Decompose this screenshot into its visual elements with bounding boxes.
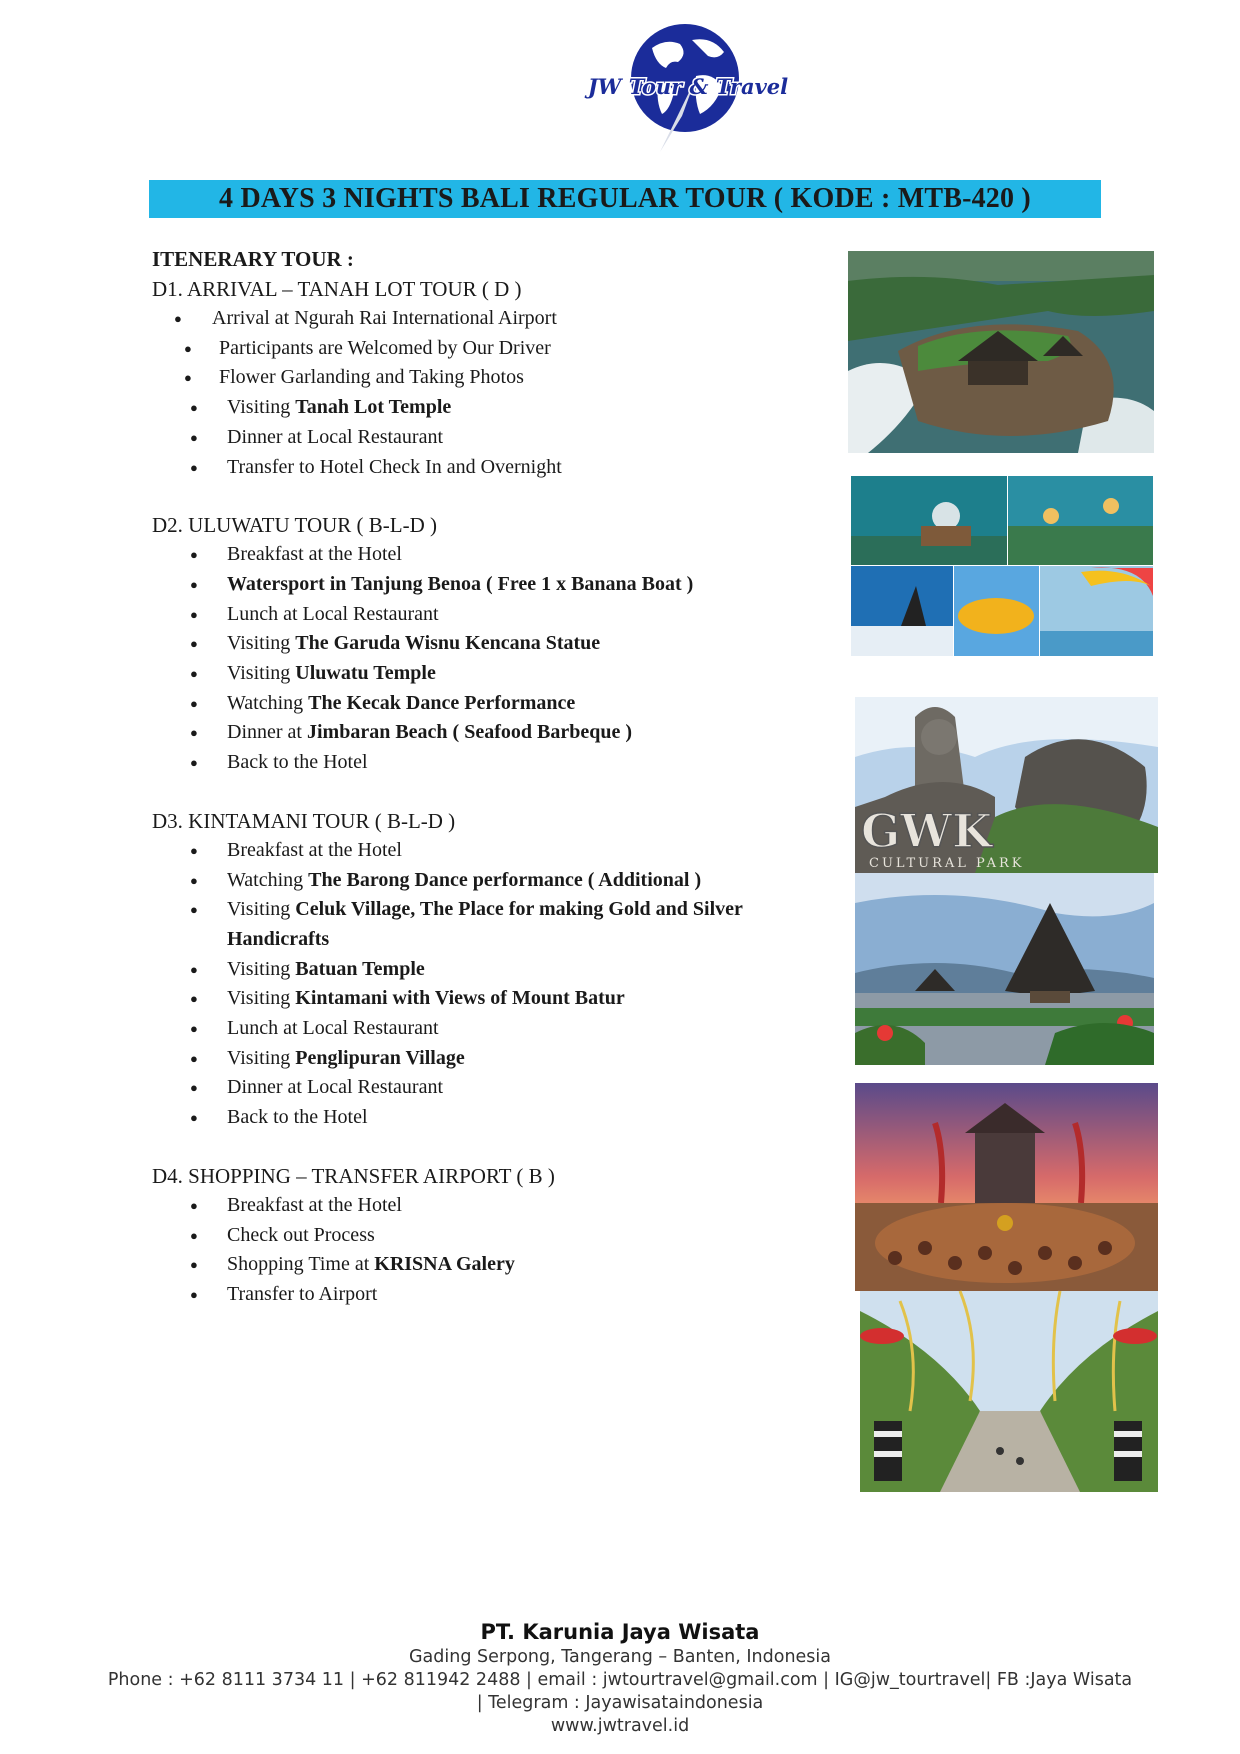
- activity-item: [152, 600, 832, 630]
- day-title: D2. ULUWATU TOUR ( B-L-D ): [152, 513, 438, 538]
- activity-item: [152, 1014, 832, 1044]
- tour-title: 4 DAYS 3 NIGHTS BALI REGULAR TOUR ( KODE : MTB-420 ): [219, 183, 1031, 214]
- itinerary-day: [152, 274, 832, 482]
- activity-text: Transfer to Hotel Check In and Overnight: [227, 455, 562, 478]
- activity-text: Dinner at: [227, 721, 307, 744]
- activity-text: Participants are Welcomed by Our Driver: [219, 336, 551, 359]
- activity-item: [152, 866, 832, 896]
- activity-text: Dinner at Local Restaurant: [227, 1076, 444, 1099]
- activity-item: [152, 1250, 832, 1280]
- activity-text: Visiting: [227, 662, 296, 685]
- activity-item: [152, 748, 832, 778]
- activity-text: Flower Garlanding and Taking Photos: [219, 366, 524, 389]
- itinerary-day: [152, 806, 832, 1133]
- photo-watersport: [851, 476, 1153, 656]
- photo-lake-temple: [855, 873, 1154, 1065]
- activity-highlight: Celuk Village, The Place for making Gold and Silver Handicrafts: [227, 898, 743, 950]
- gwk-logo-subtitle: CULTURAL PARK: [869, 856, 1025, 871]
- photo-penglipuran-village: [860, 1291, 1158, 1492]
- day-title: D3. KINTAMANI TOUR ( B-L-D ): [152, 808, 456, 833]
- activity-item: [152, 423, 832, 453]
- itinerary-day: [152, 1161, 832, 1310]
- activity-text: Visiting: [227, 1046, 296, 1069]
- company-telegram: | Telegram : Jayawisataindonesia: [476, 1693, 764, 1713]
- activity-highlight: The Barong Dance performance ( Additional ): [308, 868, 702, 891]
- activity-item: [152, 363, 832, 393]
- activity-text: Dinner at Local Restaurant: [227, 425, 444, 448]
- activity-item: [152, 1103, 832, 1133]
- itinerary-days: [152, 274, 832, 1310]
- activity-list: [152, 836, 832, 1133]
- company-name: PT. Karunia Jaya Wisata: [480, 1620, 760, 1644]
- activity-item: [152, 629, 832, 659]
- activity-item: [152, 1221, 832, 1251]
- gwk-logo-text: GWK: [861, 804, 992, 858]
- itinerary: [152, 244, 832, 1338]
- activity-text: Lunch at Local Restaurant: [227, 1017, 439, 1040]
- activity-list: [152, 304, 832, 482]
- logo-wordmark: JW Tour & Travel: [587, 74, 789, 99]
- activity-text: Back to the Hotel: [227, 751, 368, 774]
- activity-list: [152, 1191, 832, 1310]
- activity-text: Watching: [227, 868, 309, 891]
- activity-text: Check out Process: [227, 1223, 375, 1246]
- tour-title-banner: [149, 180, 1101, 218]
- activity-highlight: The Garuda Wisnu Kencana Statue: [295, 632, 601, 655]
- photo-gwk-statue: [855, 697, 1158, 873]
- activity-highlight: Batuan Temple: [295, 957, 425, 980]
- company-address: Gading Serpong, Tangerang – Banten, Indonesia: [409, 1647, 831, 1667]
- activity-text: Transfer to Airport: [227, 1282, 378, 1305]
- activity-text: Arrival at Ngurah Rai International Airport: [212, 307, 557, 329]
- activity-text: Breakfast at the Hotel: [227, 838, 402, 861]
- activity-text: Breakfast at the Hotel: [227, 543, 402, 566]
- activity-text: Breakfast at the Hotel: [227, 1193, 402, 1216]
- activity-item: [152, 895, 832, 954]
- activity-highlight: Tanah Lot Temple: [295, 396, 452, 419]
- activity-text: Visiting: [227, 632, 296, 655]
- activity-text: Lunch at Local Restaurant: [227, 602, 439, 625]
- itinerary-heading: ITENERARY TOUR :: [152, 247, 354, 271]
- activity-highlight: Penglipuran Village: [295, 1046, 465, 1069]
- activity-item: [152, 334, 832, 364]
- activity-item: [152, 393, 832, 423]
- activity-item: [152, 540, 832, 570]
- activity-item: [152, 659, 832, 689]
- activity-text: Shopping Time at: [227, 1253, 375, 1276]
- activity-item: [152, 1191, 832, 1221]
- activity-item: [152, 718, 832, 748]
- activity-item: [152, 984, 832, 1014]
- activity-item: [152, 304, 832, 334]
- footer: [0, 1618, 1240, 1738]
- day-title: D1. ARRIVAL – TANAH LOT TOUR ( D ): [152, 277, 522, 301]
- activity-highlight: The Kecak Dance Performance: [308, 691, 576, 714]
- activity-item: [152, 836, 832, 866]
- activity-highlight: Kintamani with Views of Mount Batur: [295, 987, 625, 1010]
- company-contact: Phone : +62 8111 3734 11 | +62 811942 2488 | email : jwtourtravel@gmail.com | IG@jw_tourtravel| FB :Jaya Wisata: [107, 1670, 1133, 1690]
- activity-item: [152, 1280, 832, 1310]
- activity-item: [152, 570, 832, 600]
- activity-highlight: Uluwatu Temple: [295, 662, 436, 685]
- activity-item: [152, 1044, 832, 1074]
- activity-highlight: Watersport in Tanjung Benoa ( Free 1 x Banana Boat ): [227, 572, 694, 595]
- activity-item: [152, 955, 832, 985]
- activity-text: Visiting: [227, 987, 296, 1010]
- activity-text: Back to the Hotel: [227, 1106, 368, 1129]
- company-logo: [587, 14, 789, 154]
- activity-item: [152, 689, 832, 719]
- itinerary-day: [152, 510, 832, 778]
- activity-item: [152, 453, 832, 483]
- activity-text: Visiting: [227, 898, 296, 921]
- day-title: D4. SHOPPING – TRANSFER AIRPORT ( B ): [152, 1163, 555, 1188]
- photo-kecak-dance: [855, 1083, 1158, 1291]
- photo-tanah-lot: [848, 251, 1154, 453]
- company-website[interactable]: www.jwtravel.id: [550, 1716, 690, 1736]
- activity-highlight: Jimbaran Beach ( Seafood Barbeque ): [306, 721, 632, 744]
- activity-text: Watching: [227, 691, 309, 714]
- activity-highlight: KRISNA Galery: [374, 1253, 515, 1276]
- activity-text: Visiting: [227, 957, 296, 980]
- activity-item: [152, 1073, 832, 1103]
- activity-text: Visiting: [227, 396, 296, 419]
- activity-list: [152, 540, 832, 778]
